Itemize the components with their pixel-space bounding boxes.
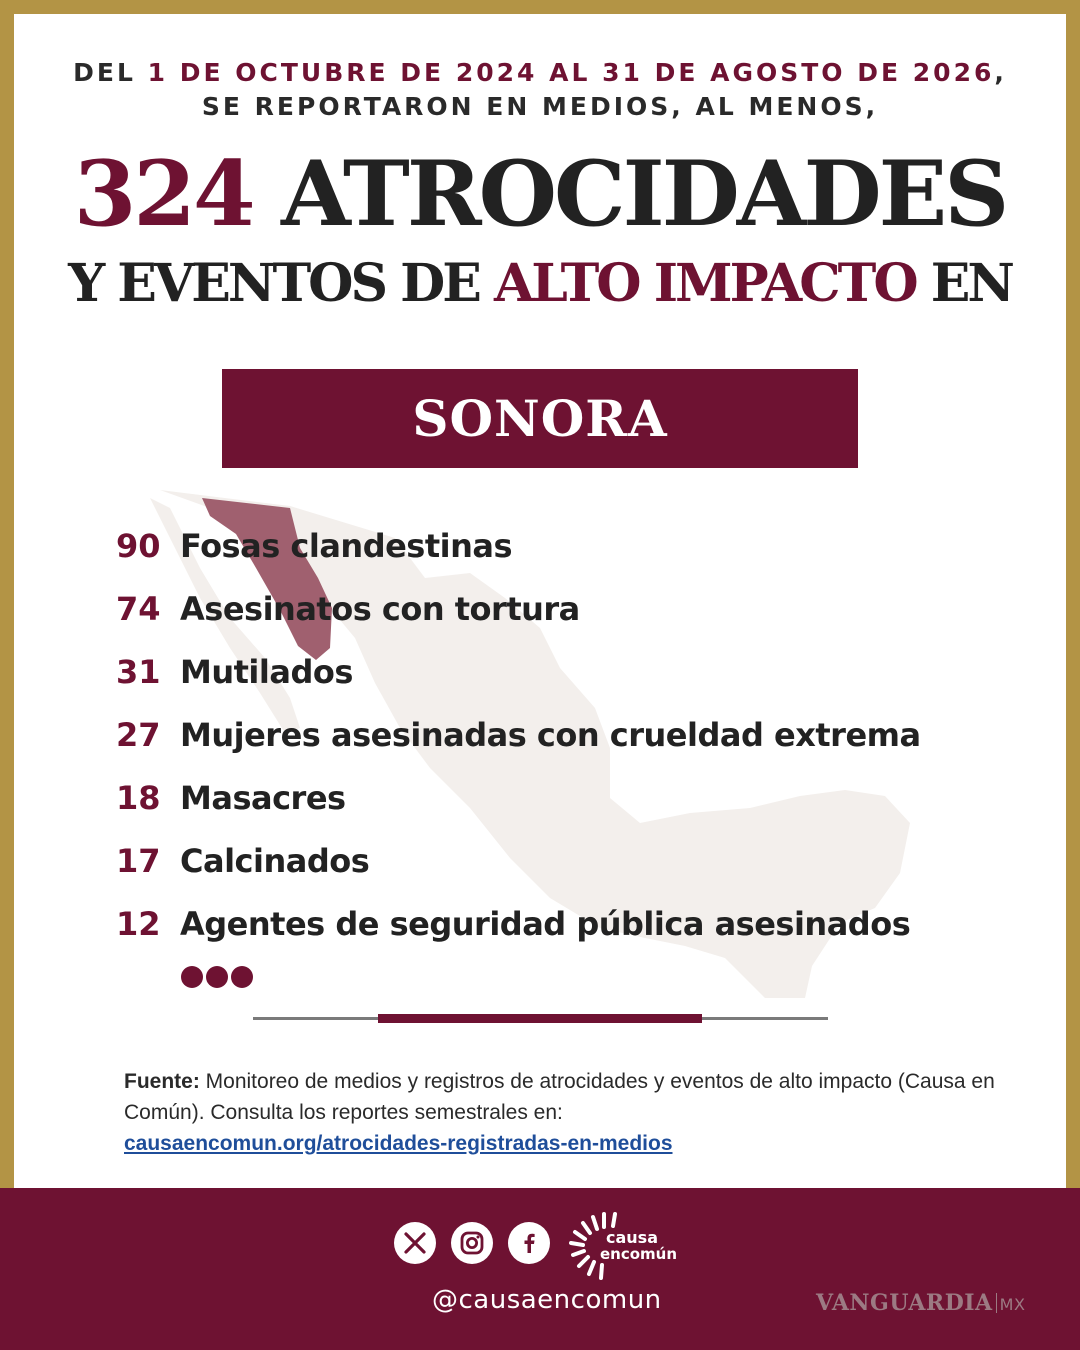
stat-value: 31 [116,653,161,691]
stat-value: 12 [116,905,161,943]
stat-item [116,578,921,641]
social-icons [394,1222,550,1264]
stat-label: Asesinatos con tortura [180,590,580,628]
subheadline [20,250,1060,318]
facebook-icon[interactable] [508,1222,550,1264]
headline [20,138,1060,250]
stat-item [116,641,921,704]
watermark-suffix: MX [999,1295,1026,1314]
stat-label: Agentes de seguridad pública asesinados [180,905,911,943]
intro-line2: SE REPORTARON EN MEDIOS, AL MENOS, [201,92,879,121]
intro-suffix: , [994,58,1007,87]
stat-item [116,704,921,767]
social-handle[interactable]: @causaencomun [432,1285,662,1315]
date-range: 1 DE OCTUBRE DE 2024 AL 31 DE AGOSTO DE 2026 [147,58,995,87]
brand-line1: causa [606,1228,658,1247]
instagram-icon[interactable] [451,1222,493,1264]
stat-item [116,893,921,956]
source-label: Fuente: [124,1070,200,1093]
subhead-accent: ALTO IMPACTO [493,253,916,314]
footer [0,1188,1080,1350]
stat-label: Masacres [180,779,346,817]
subhead-suffix: EN [915,253,1012,314]
state-banner [222,369,858,468]
stat-value: 90 [116,527,161,565]
intro-prefix: DEL [73,58,148,87]
stat-label: Fosas clandestinas [180,527,513,565]
stats-list [116,515,921,956]
stat-label: Calcinados [180,842,370,880]
source-text: Monitoreo de medios y registros de atrocidades y eventos de alto impacto (Causa en Común). Consulta los reportes semestrales en: [124,1070,995,1124]
stat-value: 18 [116,779,161,817]
stat-label: Mutilados [180,653,353,691]
watermark [816,1290,1025,1316]
stat-value: 74 [116,590,161,628]
causa-en-comun-logo [566,1205,688,1281]
ellipsis-dots [181,966,253,988]
headline-word: ATROCIDADES [280,141,1007,247]
stat-label: Mujeres asesinadas con crueldad extrema [180,716,921,754]
atrocity-count: 324 [73,141,253,247]
source-note [124,1066,1024,1159]
x-icon[interactable] [394,1222,436,1264]
brand-line2: encomún [600,1245,678,1263]
stat-value: 17 [116,842,161,880]
stat-item [116,830,921,893]
divider-accent [378,1014,702,1023]
watermark-text: VANGUARDIA [816,1290,993,1316]
intro-text [20,56,1060,124]
stat-item [116,767,921,830]
source-link[interactable]: causaencomun.org/atrocidades-registradas-en-medios [124,1132,673,1155]
stat-value: 27 [116,716,161,754]
subhead-prefix: Y EVENTOS DE [68,253,494,314]
state-name: SONORA [412,389,668,448]
stat-item [116,515,921,578]
